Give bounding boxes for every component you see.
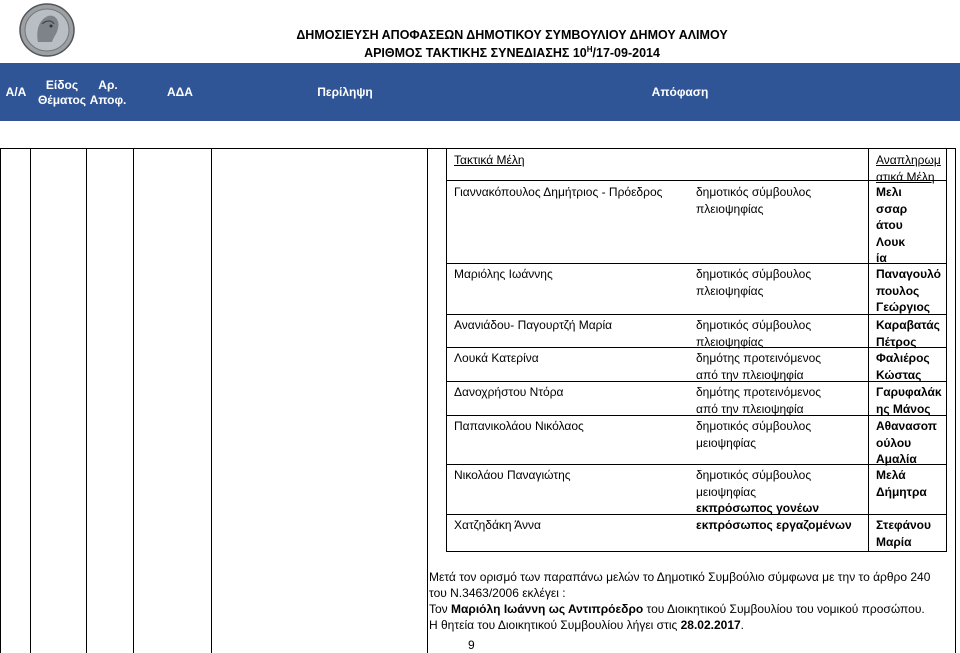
- col-aa: Α/Α: [5, 85, 27, 99]
- document-title: ΔΗΜΟΣΙΕΥΣΗ ΑΠΟΦΑΣΕΩΝ ΔΗΜΟΤΙΚΟΥ ΣΥΜΒΟΥΛΙΟΥ ΔΗΜΟΥ ΑΛΙΜΟΥ: [296, 28, 728, 42]
- member-role: δημότης προτεινόμενος από την πλειοψηφία: [696, 351, 822, 382]
- session-number: ΑΡΙΘΜΟΣ ΤΑΚΤΙΚΗΣ ΣΥΝΕΔΙΑΣΗΣ $10^H/17-09-2014$: [364, 45, 660, 61]
- col-perilipsi: Περίληψη: [317, 85, 373, 99]
- decision-text-line2: του Ν.3463/2006 εκλέγει :: [429, 586, 566, 600]
- member-role: δημότης προτεινόμενος από την πλειοψηφία: [696, 385, 822, 416]
- member-name: Μαριόλης Ιωάννης: [454, 267, 553, 281]
- substitute-name: Αθανασοπ ούλου Αμαλία: [876, 419, 937, 466]
- substitute-name: Στεφάνου Μαρία: [876, 518, 931, 549]
- decision-text-line4: Η θητεία του Διοικητικού Συμβουλίου λήγει στις 28.02.2017.: [429, 618, 745, 632]
- member-role: δημοτικός σύμβουλος μειοψηφίας: [696, 419, 812, 450]
- substitute-name: Καραβατάς Πέτρος: [876, 318, 940, 349]
- substitute-members-heading: Αναπληρωμ ατικά Μέλη: [876, 153, 941, 184]
- tactical-members-heading: Τακτικά Μέλη: [454, 153, 525, 167]
- member-role: δημοτικός σύμβουλος μειοψηφίας εκπρόσωπος γονέων: [696, 467, 866, 517]
- workers-representative: εκπρόσωπος εργαζομένων: [696, 518, 852, 532]
- substitute-name: Μελι σσαρ άτου Λουκ ία: [876, 185, 908, 265]
- member-name: Λουκά Κατερίνα: [454, 351, 539, 365]
- col-eidos: Είδος Θέματος: [37, 78, 87, 107]
- substitute-name: Μελά Δήμητρα: [876, 468, 927, 499]
- member-name: Χατζηδάκη Άννα: [454, 518, 541, 532]
- substitute-name: Γαρυφαλάκ ης Μάνος: [876, 385, 942, 416]
- member-name: Δανοχρήστου Ντόρα: [454, 385, 564, 399]
- col-apofasi: Απόφαση: [651, 85, 709, 99]
- member-role: δημοτικός σύμβουλος πλειοψηφίας: [696, 318, 812, 349]
- member-role: δημοτικός σύμβουλος πλειοψηφίας: [696, 185, 812, 216]
- table-header: [0, 63, 960, 121]
- member-name: Ανανιάδου- Παγουρτζή Μαρία: [454, 318, 613, 332]
- col-ada: ΑΔΑ: [167, 85, 193, 99]
- member-role: δημοτικός σύμβουλος πλειοψηφίας: [696, 267, 812, 298]
- decision-text-line1: Μετά τον ορισμό των παραπάνω μελών το Δημοτικό Συμβούλιο σύμφωνα με την το άρθρο 240: [429, 570, 931, 584]
- decision-text-line3: Τον Μαριόλη Ιωάννη ως Αντιπρόεδρο του Διοικητικού Συμβουλίου του νομικού προσώπου.: [429, 602, 925, 616]
- col-ar-apof: Αρ. Αποφ.: [89, 78, 127, 107]
- substitute-name: Φαλιέρος Κώστας: [876, 351, 930, 382]
- member-name: Παπανικολάου Νικόλαος: [454, 419, 584, 433]
- page-number: 9: [468, 638, 475, 652]
- parents-representative: εκπρόσωπος γονέων: [696, 501, 819, 515]
- member-name: Γιαννακόπουλος Δημήτριος - Πρόεδρος: [454, 185, 663, 199]
- substitute-name: Παναγουλό πουλος Γεώργιος: [876, 267, 941, 314]
- member-name: Νικολάου Παναγιώτης: [454, 468, 571, 482]
